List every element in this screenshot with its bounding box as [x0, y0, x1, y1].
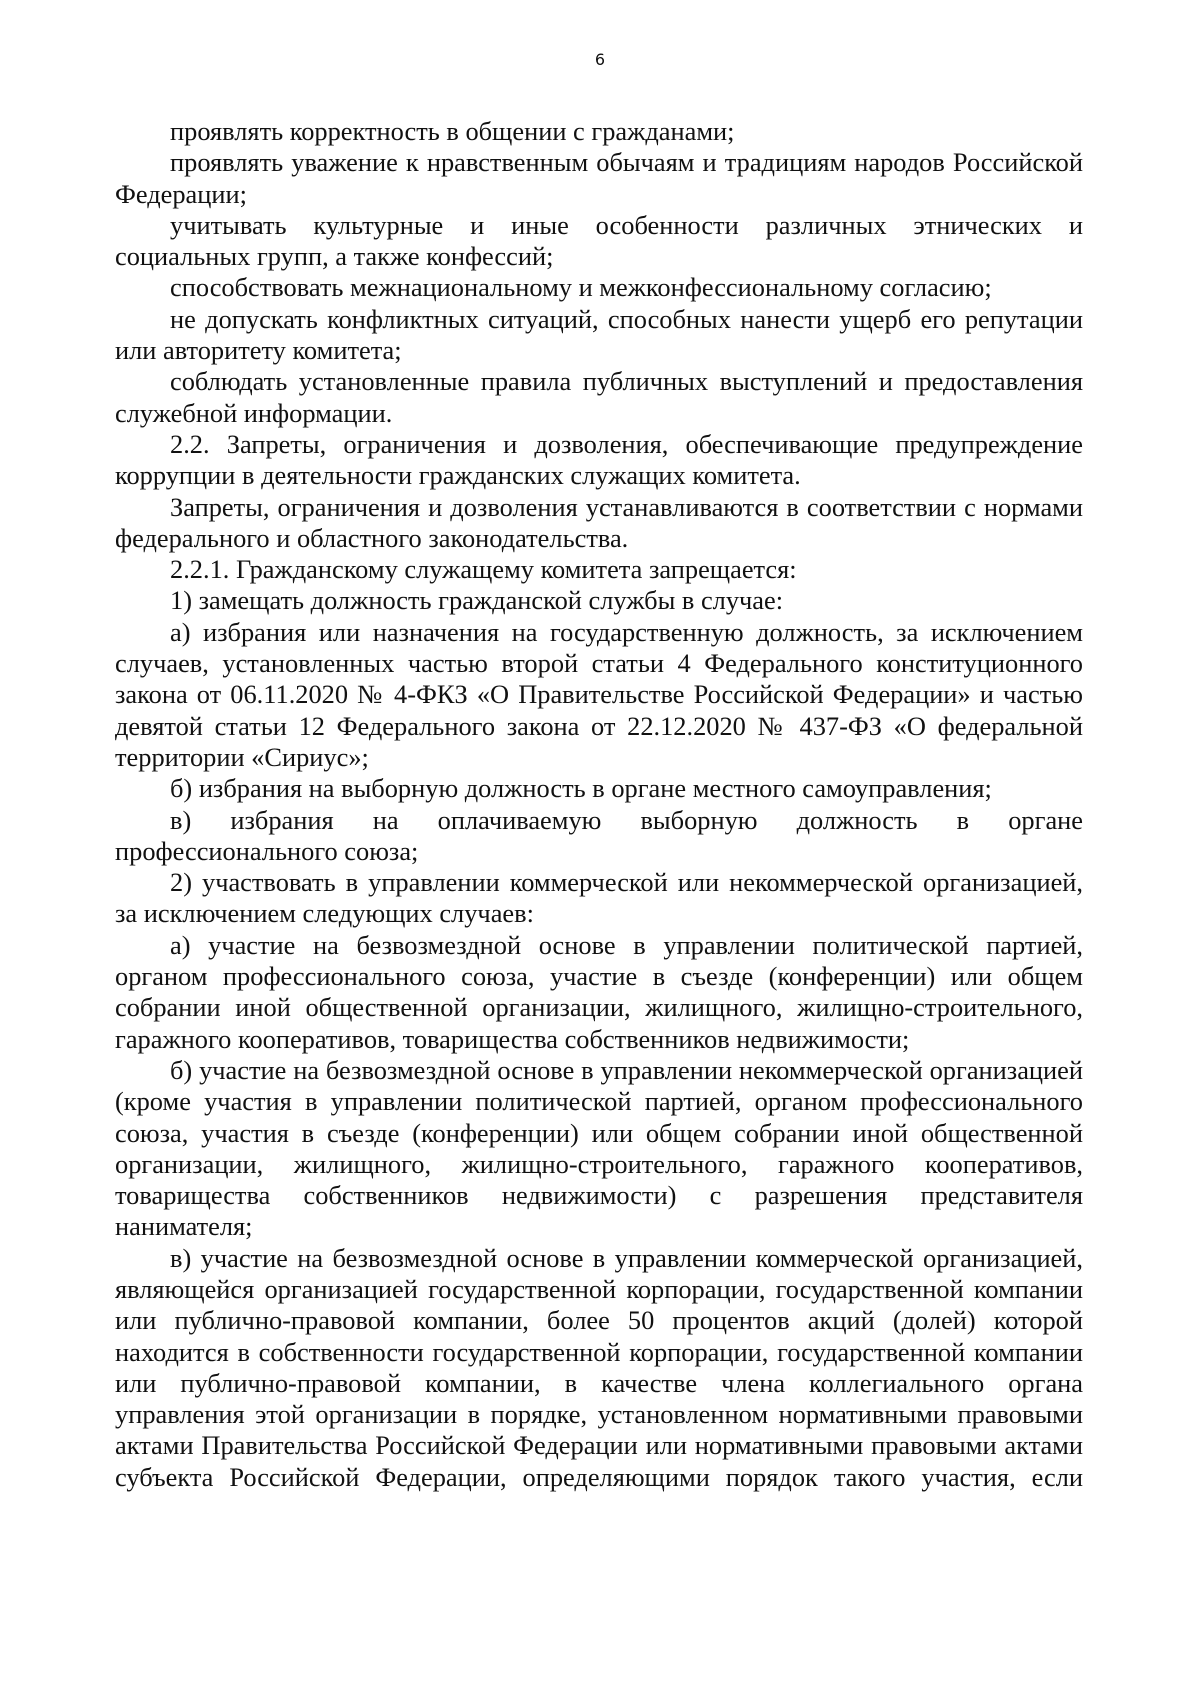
- paragraph: проявлять корректность в общении с гражданами;: [170, 116, 735, 146]
- section-heading-paragraph: 2.2. Запреты, ограничения и дозволения, обеспечивающие предупреждение коррупции в деятельности гражданских служащих комитета.: [115, 428, 1083, 491]
- subsection-heading-paragraph: 2.2.1. Гражданскому служащему комитета запрещается:: [170, 554, 797, 585]
- paragraph: способствовать межнациональному и межконфессиональному согласию;: [170, 272, 992, 303]
- paragraph: не допускать конфликтных ситуаций, способных нанести ущерб его репутации или авторитету комитета;: [115, 303, 1083, 366]
- list-item-paragraph: в) участие на безвозмездной основе в управлении коммерческой организацией, являющейся организацией государственной корпорации, государственной компании или публично-правовой компании, более 50 процентов акций (долей) которой находится в собственности государственной корпорации, государственной компании или публично-правовой компании, в качестве члена коллегиального органа управления этой организации в порядке, установленном нормативными правовыми актами Правительства Российской Федерации или нормативными правовыми актами субъекта Российской Федерации, определяющими порядок такого участия, если: [115, 1242, 1083, 1492]
- list-item-paragraph: б) участие на безвозмездной основе в управлении некоммерческой организацией (кроме участия в управлении политической партией, органом профессионального союза, участия в съезде (конференции) или общем собрании иной общественной организации, жилищного, жилищно-строительного, гаражного кооперативов, товарищества собственников недвижимости) с разрешения представителя нанимателя;: [115, 1054, 1083, 1242]
- list-item-paragraph: а) избрания или назначения на государственную должность, за исключением случаев, установленных частью второй статьи 4 Федерального конституционного закона от 06.11.2020 № 4-ФКЗ «О Правительстве Российской Федерации» и частью девятой статьи 12 Федерального закона от 22.12.2020 № 437-ФЗ «О федеральной территории «Сириус»;: [115, 616, 1083, 772]
- paragraph: Запреты, ограничения и дозволения устанавливаются в соответствии с нормами федерального и областного законодательства.: [115, 491, 1083, 553]
- list-item-paragraph: 1) замещать должность гражданской службы в случае:: [170, 585, 784, 616]
- list-item-paragraph: 2) участвовать в управлении коммерческой или некоммерческой организацией, за исключением следующих случаев:: [115, 867, 1083, 929]
- page-number: 6: [594, 50, 606, 69]
- paragraph: проявлять уважение к нравственным обычаям и традициям народов Российской Федерации;: [115, 147, 1083, 209]
- paragraph: соблюдать установленные правила публичных выступлений и предоставления служебной информации.: [115, 366, 1083, 428]
- list-item-paragraph: б) избрания на выборную должность в органе местного самоуправления;: [170, 773, 992, 804]
- document-body: [115, 116, 1083, 1493]
- list-item-paragraph: а) участие на безвозмездной основе в управлении политической партией, органом профессионального союза, участие в съезде (конференции) или общем собрании иной общественной организации, жилищного, жилищно-строительного, гаражного кооперативов, товарищества собственников недвижимости;: [115, 929, 1083, 1054]
- paragraph: учитывать культурные и иные особенности различных этнических и социальных групп, а также конфессий;: [115, 209, 1083, 272]
- list-item-paragraph: в) избрания на оплачиваемую выборную должность в органе профессионального союза;: [115, 804, 1083, 866]
